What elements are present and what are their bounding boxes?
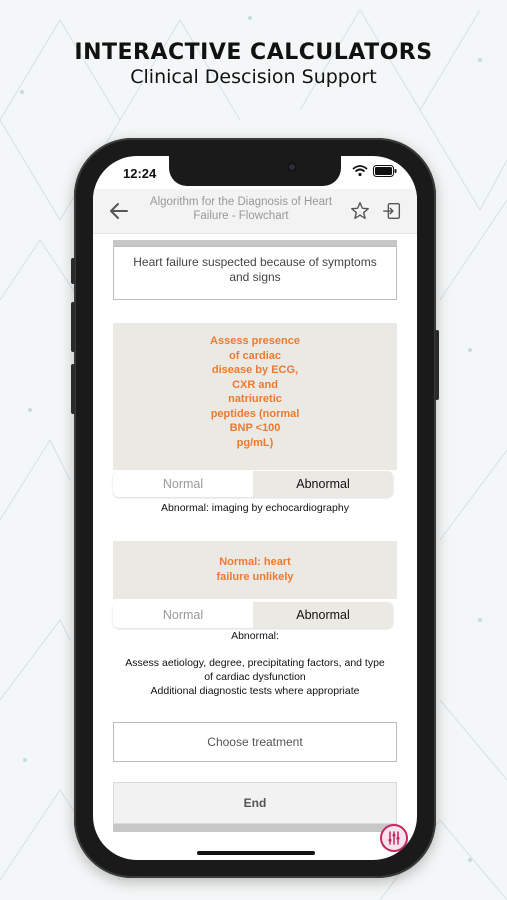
page-title: [141, 195, 341, 223]
step2-note-line2: of cardiac dysfunction: [204, 671, 306, 683]
start-box-line2: and signs: [229, 270, 281, 284]
phone-side-button: [71, 364, 75, 414]
phone-side-button: [71, 302, 75, 352]
step2-note-line3: Additional diagnostic tests where appropriate: [150, 685, 360, 697]
step1-line: BNP <100: [229, 422, 281, 434]
step2-line: Normal: heart: [219, 556, 291, 568]
choose-treatment-button[interactable]: Choose treatment: [113, 722, 397, 762]
step1-segmented-control: [113, 471, 393, 497]
step1-line: CXR and: [232, 378, 278, 391]
step2-note-title: Abnormal:: [231, 630, 279, 642]
app-header: [93, 189, 417, 234]
headline-subtitle: Clinical Descision Support: [130, 66, 377, 88]
step1-line: Assess presence: [210, 335, 300, 347]
export-icon[interactable]: [381, 200, 403, 222]
step2-note-line1: Assess aetiology, degree, precipitating factors, and type: [125, 657, 385, 669]
phone-side-button: [71, 258, 75, 284]
step2-box: [113, 541, 397, 599]
headline-title: INTERACTIVE CALCULATORS: [74, 40, 433, 65]
step1-line: disease by ECG,: [211, 364, 299, 376]
page-title-line2: Failure - Flowchart: [193, 210, 289, 222]
step1-line: of cardiac: [229, 349, 281, 362]
end-box-bottom-bar: [113, 824, 397, 832]
sliders-icon: [386, 830, 402, 846]
step1-line: natriuretic: [228, 393, 282, 405]
step1-normal-option[interactable]: Normal: [113, 471, 253, 497]
notch: [169, 156, 341, 186]
step1-note: Abnormal: imaging by echocardiography: [161, 502, 349, 514]
battery-icon: [373, 165, 397, 177]
home-indicator: [197, 851, 315, 855]
step2-abnormal-option[interactable]: Abnormal: [253, 602, 393, 628]
phone-screen: [93, 156, 417, 860]
camera: [287, 162, 297, 172]
step1-box: [113, 323, 397, 470]
status-time: 12:24: [123, 166, 157, 181]
step1-abnormal-option[interactable]: Abnormal: [253, 471, 393, 497]
star-icon[interactable]: [349, 200, 371, 222]
end-box: End: [113, 782, 397, 824]
step1-line: pg/mL): [236, 436, 274, 449]
step2-normal-option[interactable]: Normal: [113, 602, 253, 628]
start-box: [113, 246, 397, 300]
page-title-line1: Algorithm for the Diagnosis of Heart: [149, 196, 333, 208]
step1-line: peptides (normal: [210, 407, 300, 420]
tools-fab-button[interactable]: [380, 824, 408, 852]
step2-segmented-control: [113, 602, 393, 628]
flowchart-content: [93, 234, 417, 860]
step2-line: failure unlikely: [216, 570, 294, 583]
status-icons: [352, 165, 397, 177]
back-arrow-icon[interactable]: [107, 199, 131, 223]
phone-side-button: [435, 330, 439, 400]
start-box-line1: Heart failure suspected because of symptoms: [133, 255, 377, 269]
wifi-icon: [352, 165, 368, 177]
